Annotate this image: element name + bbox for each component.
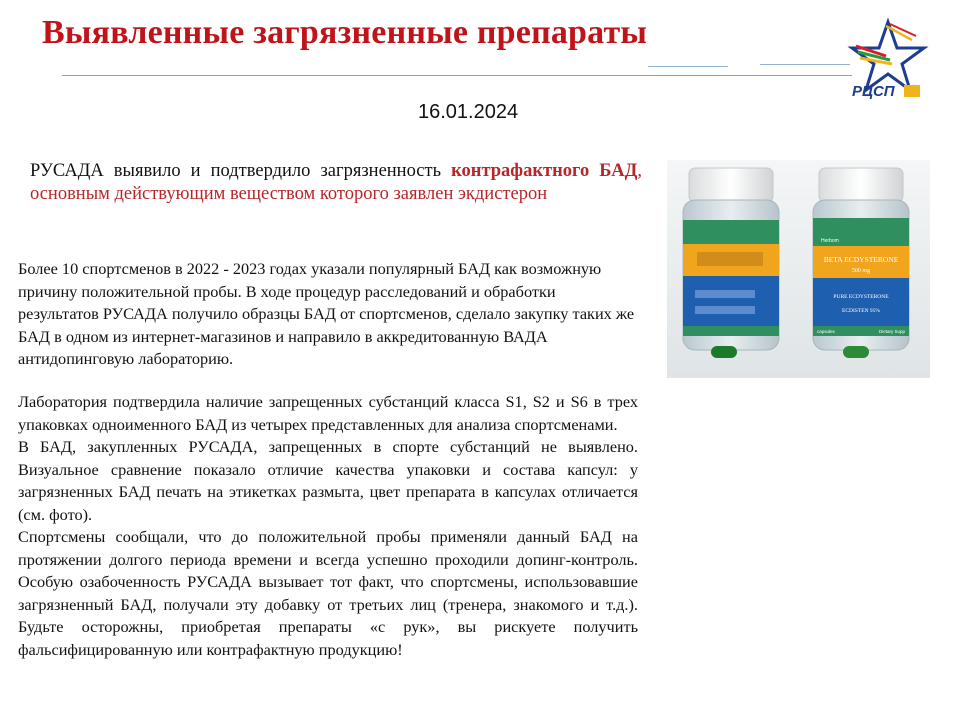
lead-part2: , основным действующим веществом которого заявлен экдистерон — [30, 161, 642, 204]
bottle-line1: PURE ECDYSTERONE — [833, 294, 889, 300]
bottle-footer-left: capsules — [817, 329, 835, 334]
bottle-product-name: BETA ECDYSTERONE — [823, 255, 899, 264]
bottle-brand: Herbom — [821, 238, 839, 244]
page-title: Выявленные загрязненные препараты — [42, 14, 648, 51]
rcsp-logo — [846, 16, 930, 100]
bottles-illustration — [667, 160, 930, 378]
star-icon — [852, 22, 924, 90]
paragraph-2: Лаборатория подтвердила наличие запрещенных субстанций класса S1, S2 и S6 в трех упаковках одноименного БАД из четырех представленных для анализа спортсменами. — [18, 392, 638, 434]
paragraph-4: Спортсмены сообщали, что до положительной пробы применяли данный БАД на протяжении долгого периода времени и всегда успешно проходили допинг-контроль. Особую озабоченность РУСАДА вызывает тот факт, что спортсмены, использовавшие загрязненный БАД, получали эту добавку от третьих лиц (тренера, знакомого и т.д.). Будьте осторожны, приобретая препараты «с рук», вы рискуете получить фальсифицированную или контрафактную продукцию! — [18, 527, 638, 659]
logo-text: РЦСП — [852, 83, 895, 100]
decor-line — [648, 66, 728, 67]
bottle-genuine — [813, 168, 909, 358]
lead-statement — [30, 160, 642, 206]
paragraph-group — [18, 391, 638, 661]
bottle-contaminated — [683, 168, 779, 358]
product-photo — [667, 160, 930, 378]
lead-bold: контрафактного БАД — [451, 161, 638, 181]
decor-line — [760, 64, 850, 65]
bottle-line2: ECDISTEN 95% — [841, 308, 881, 314]
lead-part1: РУСАДА выявило и подтвердило загрязненность — [30, 161, 442, 181]
paragraph-3: В БАД, закупленных РУСАДА, запрещенных в спорте субстанций не выявлено. Визуальное сравнение показало отличие качества упаковки и состава капсул: у загрязненных БАД печать на этикетках размыта, цвет препарата в капсулах отличается (см. фото). — [18, 437, 638, 524]
title-underline — [62, 75, 852, 76]
bottle-dose: 500 mg — [851, 268, 871, 274]
bottle-footer-right: Dietary Supp — [879, 329, 906, 334]
date-label: 16.01.2024 — [418, 101, 519, 123]
paragraph-1: Более 10 спортсменов в 2022 - 2023 годах указали популярный БАД как возможную причину положительной пробы. В ходе процедур расследований и обработки результатов РУСАДА получило образцы БАД от спортсменов, сделало закупку таких же БАД в одном из интернет-магазинов и направило в аккредитованную ВАДА антидопинговую лабораторию. — [18, 259, 635, 368]
